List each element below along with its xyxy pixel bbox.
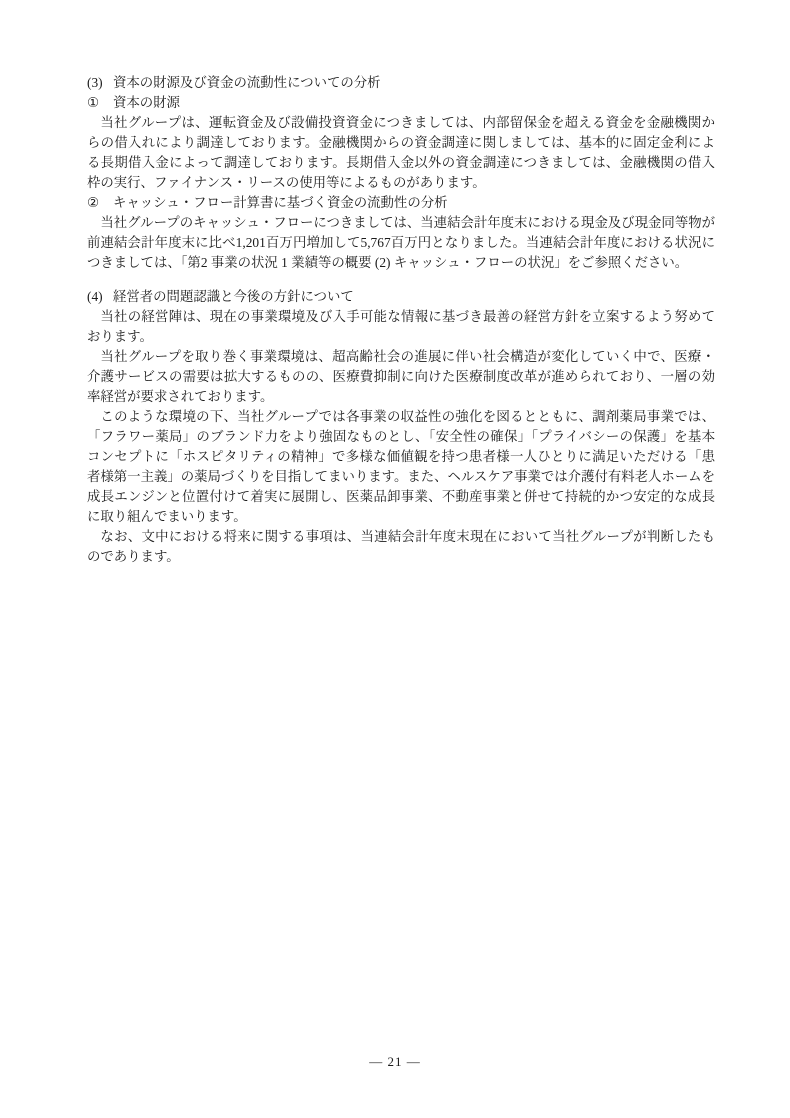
- section-heading: [87, 73, 715, 93]
- clause-heading-cash-flow: [87, 193, 715, 213]
- section-title: 資本の財源及び資金の流動性についての分析: [113, 75, 381, 90]
- page-footer: [0, 1052, 790, 1072]
- paragraph-business-environment: 当社グループを取り巻く事業環境は、超高齢社会の進展に伴い社会構造が変化していく中で、医療・介護サービスの需要は拡大するものの、医療費抑制に向けた医療制度改革が進められており、一層の効率経営が要求されております。: [87, 349, 715, 404]
- forward-looking-note: なお、文中における将来に関する事項は、当連結会計年度末現在において当社グループが判断したものであります。: [87, 529, 715, 564]
- section-title: 経営者の問題認識と今後の方針について: [113, 289, 354, 304]
- clause-number: ②: [87, 195, 100, 210]
- clause-title: 資本の財源: [113, 95, 180, 110]
- clause-title: キャッシュ・フロー計算書に基づく資金の流動性の分析: [113, 195, 448, 210]
- section-capital-liquidity: [87, 73, 715, 273]
- page-content: [87, 73, 715, 567]
- page-number: — 21 —: [369, 1054, 421, 1069]
- section-heading: [87, 287, 715, 307]
- section-management-policy: [87, 287, 715, 527]
- paragraph-cash-flow: 当社グループのキャッシュ・フローにつきましては、当連結会計年度末における現金及び現金同等物が前連結会計年度末に比べ1,201百万円増加して5,767百万円となりました。当連結会計年度における状況につきましては、「第2 事業の状況 1 業績等の概要 (2) キャッシュ・フローの状況」をご参照ください。: [87, 215, 715, 270]
- paragraph-growth-strategy: このような環境の下、当社グループでは各事業の収益性の強化を図るとともに、調剤薬局事業では、「フラワー薬局」のブランド力をより強固なものとし、「安全性の確保」「プライバシーの保護」を基本コンセプトに「ホスピタリティの精神」で多様な価値観を持つ患者様一人ひとりに満足いただける「患者様第一主義」の薬局づくりを目指してまいります。また、ヘルスケア事業では介護付有料老人ホームを成長エンジンと位置付けて着実に展開し、医薬品卸事業、不動産事業と併せて持続的かつ安定的な成長に取り組んでまいります。: [87, 409, 715, 524]
- clause-number: ①: [87, 95, 100, 110]
- paragraph-capital-source: 当社グループは、運転資金及び設備投資資金につきましては、内部留保金を超える資金を金融機関からの借入れにより調達しております。金融機関からの資金調達に関しましては、基本的に固定金利による長期借入金によって調達しております。長期借入金以外の資金調達につきましては、金融機関の借入枠の実行、ファイナンス・リースの使用等によるものがあります。: [87, 115, 715, 190]
- paragraph-management-stance: 当社の経営陣は、現在の事業環境及び入手可能な情報に基づき最善の経営方針を立案するよう努めております。: [87, 309, 715, 344]
- section-number: (4): [87, 289, 103, 304]
- section-number: (3): [87, 75, 103, 90]
- clause-heading-capital-source: [87, 93, 715, 113]
